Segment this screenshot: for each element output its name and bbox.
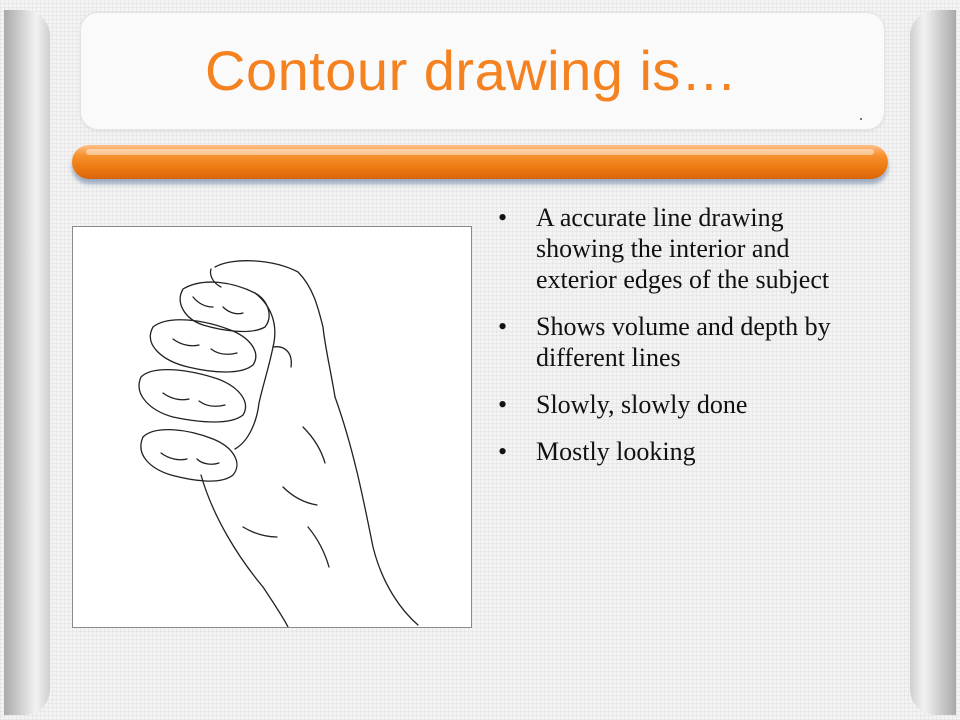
orange-divider-bar <box>72 145 888 179</box>
bullet-text: Mostly looking <box>536 437 696 466</box>
bullet-text: Slowly, slowly done <box>536 390 748 419</box>
hand-contour-drawing-icon <box>73 227 471 627</box>
list-item <box>498 436 858 467</box>
list-item <box>498 202 858 295</box>
bullet-marker: • <box>498 390 508 419</box>
list-item <box>498 311 858 373</box>
left-decorative-tab <box>4 10 50 715</box>
hand-drawing-image <box>72 226 472 628</box>
bullet-marker: • <box>498 437 508 466</box>
decorative-dot <box>860 118 862 120</box>
bullet-list <box>498 202 858 483</box>
bullet-text: Shows volume and depth by different lines <box>536 312 831 372</box>
bullet-marker: • <box>498 312 508 341</box>
right-decorative-tab <box>910 10 956 715</box>
slide-title: Contour drawing is… <box>205 39 738 102</box>
bullet-text: A accurate line drawing showing the interior and exterior edges of the subject <box>536 203 830 294</box>
list-item <box>498 389 858 420</box>
bullet-marker: • <box>498 203 508 232</box>
bar-highlight <box>86 149 874 155</box>
